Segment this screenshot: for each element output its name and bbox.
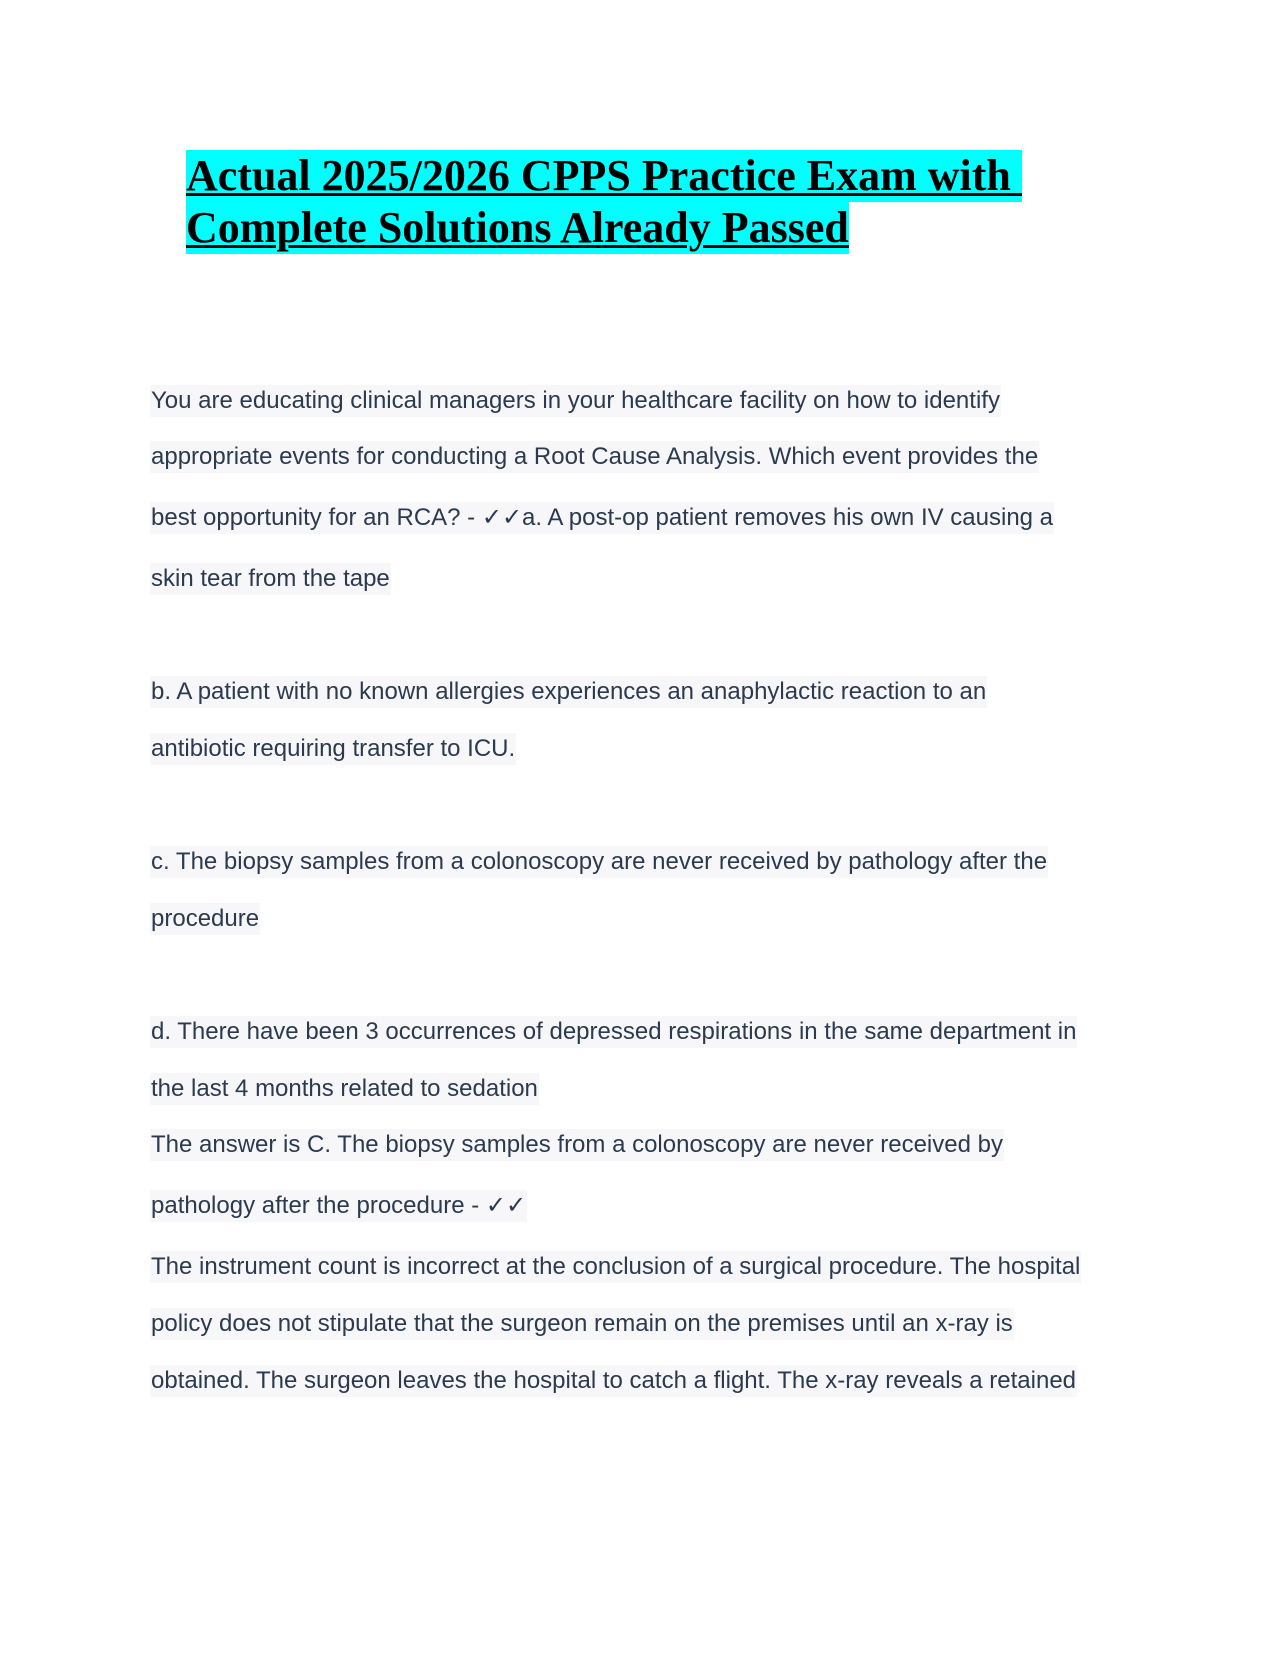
question-2-line-2: policy does not stipulate that the surgeon remain on the premises until an x-ray is xyxy=(150,1308,1014,1340)
question-2-line-3: obtained. The surgeon leaves the hospital to catch a flight. The x-ray reveals a retained xyxy=(150,1365,1077,1397)
option-d-line-2: the last 4 months related to sedation xyxy=(150,1073,539,1105)
option-c-line-1: c. The biopsy samples from a colonoscopy are never received by pathology after the xyxy=(150,846,1048,878)
option-c-line-2: procedure xyxy=(150,903,260,935)
option-b-line-1: b. A patient with no known allergies experiences an anaphylactic reaction to an xyxy=(150,676,987,708)
question-1-line-2: appropriate events for conducting a Root Cause Analysis. Which event provides the xyxy=(150,441,1039,473)
document-title xyxy=(186,150,1086,254)
answer-line-2: pathology after the procedure - ✓✓ xyxy=(150,1190,527,1222)
title-line-2: Complete Solutions Already Passed xyxy=(186,203,849,252)
question-1-line-4: skin tear from the tape xyxy=(150,563,391,595)
question-1-line-3: best opportunity for an RCA? - ✓✓a. A post-op patient removes his own IV causing a xyxy=(150,502,1054,534)
title-line-1: Actual 2025/2026 CPPS Practice Exam with xyxy=(186,151,1022,200)
question-1-line-1: You are educating clinical managers in your healthcare facility on how to identify xyxy=(150,385,1001,417)
question-2-line-1: The instrument count is incorrect at the conclusion of a surgical procedure. The hospital xyxy=(150,1251,1081,1283)
option-b-line-2: antibiotic requiring transfer to ICU. xyxy=(150,733,516,765)
option-d-line-1: d. There have been 3 occurrences of depressed respirations in the same department in xyxy=(150,1016,1077,1048)
answer-line-1: The answer is C. The biopsy samples from a colonoscopy are never received by xyxy=(150,1129,1004,1161)
